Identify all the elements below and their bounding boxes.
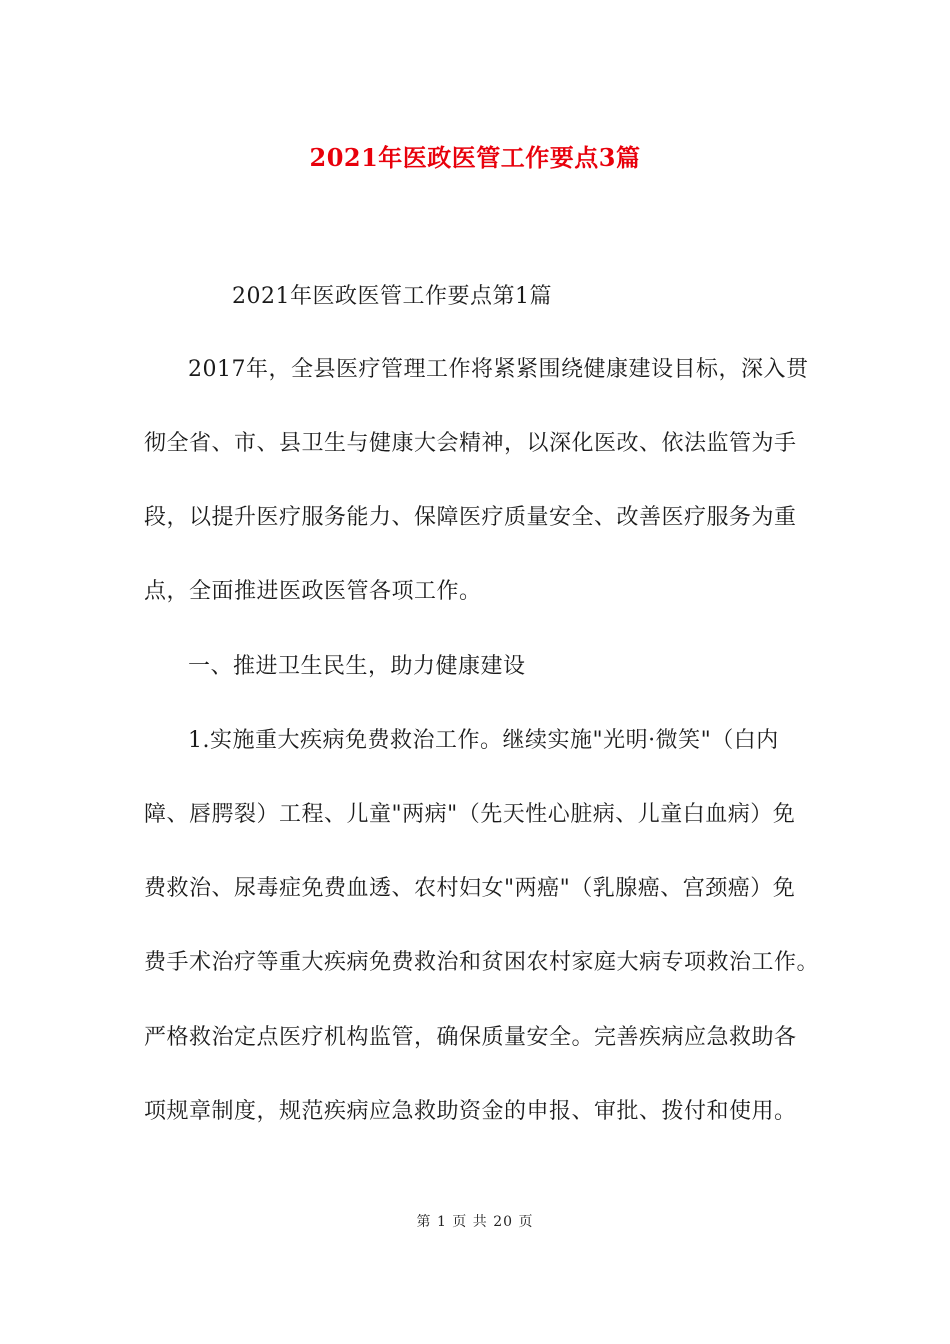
section-heading: 一、推进卫生民生，助力健康建设: [188, 654, 526, 679]
text-line: 项规章制度，规范疾病应急救助资金的申报、审批、拨付和使用。: [144, 1099, 797, 1124]
text-line: 1.实施重大疾病免费救治工作。继续实施"光明·微笑"（白内: [188, 728, 779, 753]
page-number-footer: 第 1 页 共 20 页: [416, 1214, 534, 1230]
text-line: 彻全省、市、县卫生与健康大会精神，以深化医改、依法监管为手: [144, 431, 797, 456]
document-title: 2021年医政医管工作要点3篇: [309, 143, 641, 172]
text-line: 费手术治疗等重大疾病免费救治和贫困农村家庭大病专项救治工作。: [144, 950, 820, 975]
section-title: 2021年医政医管工作要点第1篇: [232, 284, 552, 309]
text-line: 严格救治定点医疗机构监管，确保质量安全。完善疾病应急救助各: [144, 1025, 797, 1050]
text-line: 段，以提升医疗服务能力、保障医疗质量安全、改善医疗服务为重: [144, 505, 797, 530]
text-line: 2017年，全县医疗管理工作将紧紧围绕健康建设目标，深入贯: [188, 357, 809, 382]
text-line: 费救治、尿毒症免费血透、农村妇女"两癌"（乳腺癌、宫颈癌）免: [144, 876, 796, 901]
text-line: 障、唇腭裂）工程、儿童"两病"（先天性心脏病、儿童白血病）免: [144, 802, 796, 827]
text-line: 点，全面推进医政医管各项工作。: [144, 579, 482, 604]
